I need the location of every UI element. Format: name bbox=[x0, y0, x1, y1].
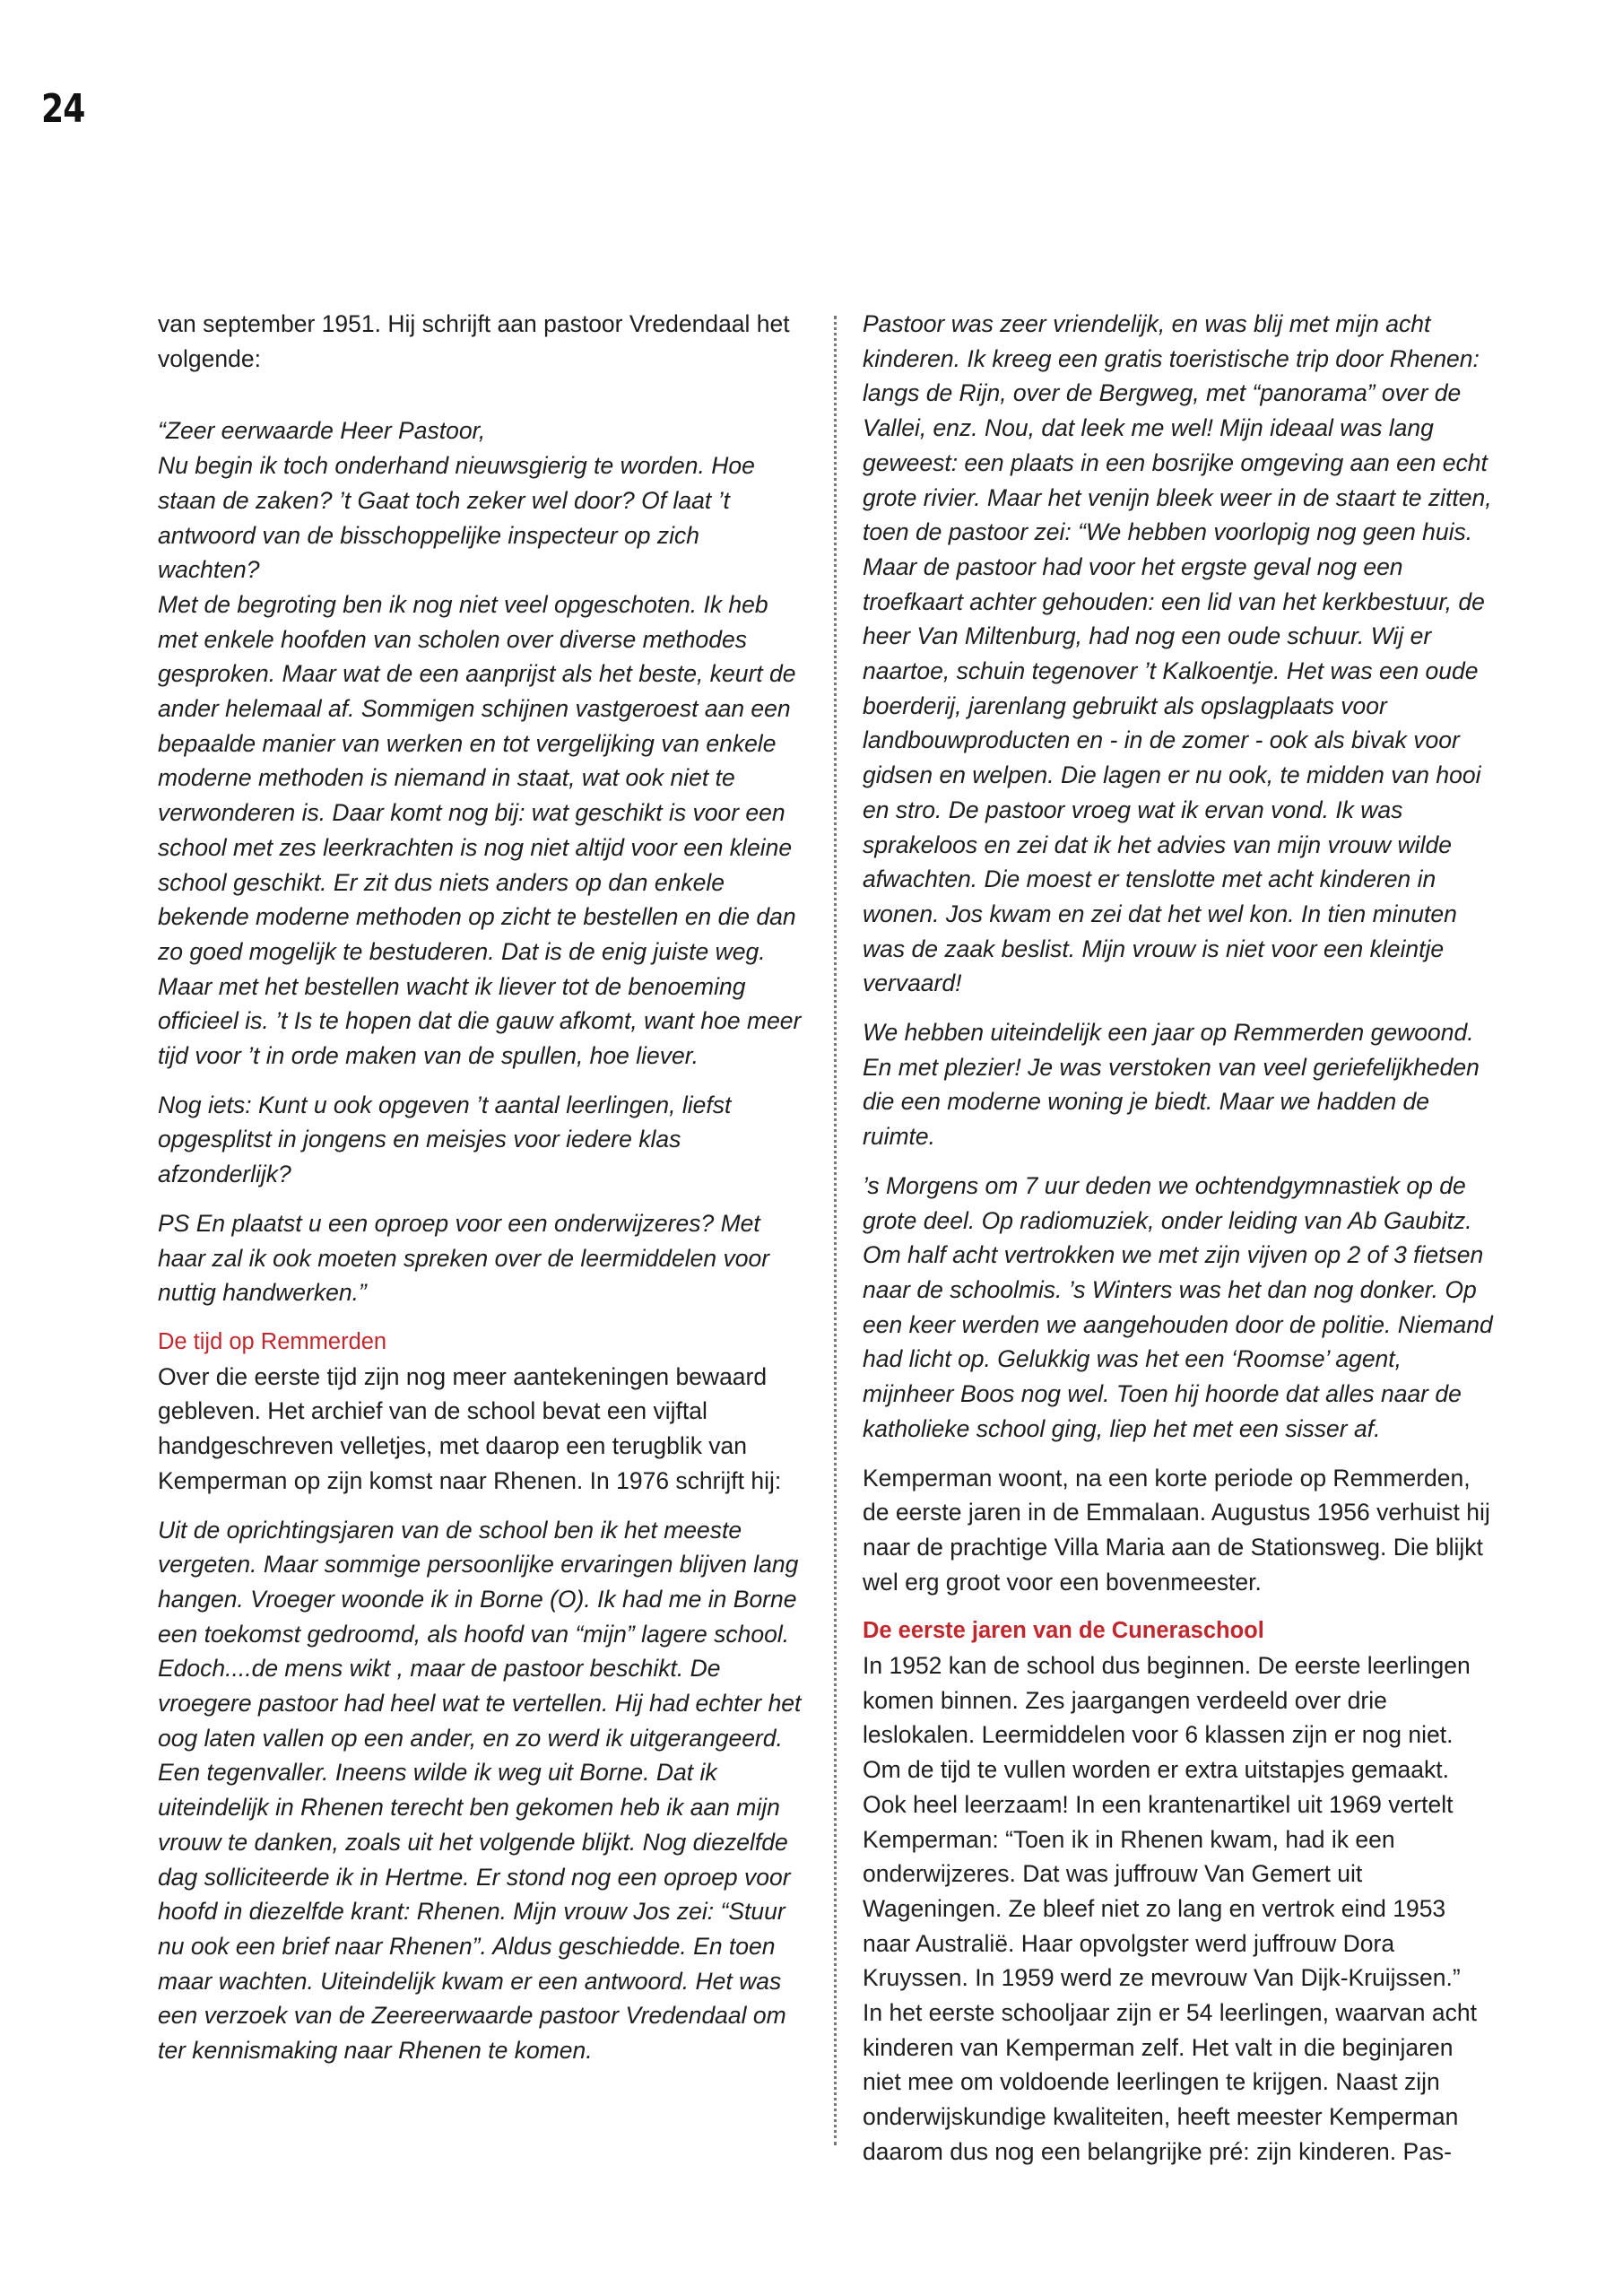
memoir-paragraph-1: Uit de oprichtingsjaren van de school ben ik het meeste vergeten. Maar sommige persoonlijke ervaringen blijven lang hangen. Vroeger woonde ik in Borne (O). Ik had me in Borne een toekomst gedroomd, als hoofd van “mijn” lagere school. Edoch....de mens wikt , maar de pastoor beschikt. De vroegere pastoor had heel wat te vertellen. Hij had echter het oog laten vallen op een ander, en zo werd ik uitgerangeerd. Een tegenvaller. Ineens wilde ik weg uit Borne. Dat ik uiteindelijk in Rhenen terecht ben gekomen heb ik aan mijn vrouw te danken, zoals uit het volgende blijkt. Nog diezelfde dag solliciteerde ik in Hertme. Er stond nog een oproep voor hoofd in diezelfde krant: Rhenen. Mijn vrouw Jos zei: “Stuur nu ook een brief naar Rhenen”. Aldus geschiedde. En toen maar wachten. Uiteindelijk kwam er een antwoord. Het was een verzoek van de Zeereerwaarde pastoor Vredendaal om ter kennismaking naar Rhenen te komen. bbox=[158, 1516, 802, 2065]
cunera-paragraph-1: In 1952 kan de school dus beginnen. De eerste leerlingen komen binnen. Zes jaargangen verdeeld over drie leslokalen. Leermiddelen voor 6 klassen zijn er nog niet. Om de tijd te vullen worden er extra uitstapjes gemaakt. Ook heel leerzaam! In een krantenartikel uit 1969 vertelt Kemperman: “Toen ik in Rhenen kwam, had ik een onderwijzeres. Dat was juffrouw Van Gemert uit Wageningen. Ze bleef niet zo lang en vertrok eind 1953 naar Australië. Haar opvolgster werd juffrouw Dora Kruyssen. In 1959 werd ze mevrouw Van Dijk-Kruijssen.” bbox=[863, 1652, 1471, 1992]
memoir-paragraph-2: Pastoor was zeer vriendelijk, en was blij met mijn acht kinderen. Ik kreeg een gratis toeristische trip door Rhenen: langs de Rijn, over de Bergweg, met “panorama” over de Vallei, enz. Nou, dat leek me wel! Mijn ideaal was lang geweest: een plaats in een bosrijke omgeving aan een echt grote rivier. Maar het venijn bleek weer in de staart te zitten, toen de pastoor zei: “We hebben voorlopig nog geen huis. Maar de pastoor had voor het ergste geval nog een troefkaart achter gehouden: een lid van het kerkbestuur, de heer Van Miltenburg, had nog een oude schuur. Wij er naartoe, schuin tegenover ’t Kalkoentje. Het was een oude boerderij, jarenlang gebruikt als opslagplaats voor landbouwproducten en - in de zomer - ook als bivak voor gidsen en welpen. Die lagen er nu ook, te midden van hooi en stro. De pastoor vroeg wat ik ervan vond. Ik was sprakeloos en zei dat ik het advies van mijn vrouw wilde afwachten. Die moest er tenslotte met acht kinderen in wonen. Jos kwam en zei dat het wel kon. In tien minuten was de zaak beslist. Mijn vrouw is niet voor een kleintje vervaard! bbox=[863, 310, 1492, 997]
memoir-paragraph-4: ’s Morgens om 7 uur deden we ochtendgymnastiek op de grote deel. Op radiomuziek, onder leiding van Ab Gaubitz. Om half acht vertrokken we met zijn vijven op 2 of 3 fietsen naar de schoolmis. ’s Winters was het dan nog donker. Op een keer werden we aangehouden door de politie. Niemand had licht op. Gelukkig was het een ‘Roomse’ agent, mijnheer Boos nog wel. Toen hij hoorde dat alles naar de katholieke school ging, liep het met een sisser af. bbox=[863, 1171, 1493, 1442]
letter-postscript: PS En plaatst u een oproep voor een onderwijzeres? Met haar zal ik ook moeten spreken over de leermiddelen voor nuttig handwerken.” bbox=[158, 1209, 770, 1307]
section-heading-cuneraschool: De eerste jaren van de Cuneraschool bbox=[863, 1618, 1264, 1644]
remmerden-paragraph: Over die eerste tijd zijn nog meer aantekeningen bewaard gebleven. Het archief van de school bevat een vijftal handgeschreven velletjes, met daarop een terugblik van Kemperman op zijn komst naar Rhenen. In 1976 schrijft hij: bbox=[158, 1362, 782, 1494]
cunera-paragraph-2: In het eerste schooljaar zijn er 54 leerlingen, waarvan acht kinderen van Kemperman zelf. Het valt in die beginjaren niet mee om voldoende leerlingen te krijgen. Naast zijn onderwijskundige kwaliteiten, heeft meester Kemperman daarom dus nog een belangrijke pré: zijn kinderen. Pas- bbox=[863, 1999, 1477, 2165]
column-divider bbox=[834, 316, 837, 2145]
left-column bbox=[158, 307, 805, 2083]
letter-greeting: “Zeer eerwaarde Heer Pastoor, bbox=[158, 417, 486, 445]
letter-paragraph-1: Nu begin ik toch onderhand nieuwsgierig te worden. Hoe staan de zaken? ’t Gaat toch zeker wel door? Of laat ’t antwoord van de bisschoppelijke inspecteur op zich wachten? bbox=[158, 452, 755, 584]
letter-paragraph-3: Nog iets: Kunt u ook opgeven ’t aantal leerlingen, liefst opgesplitst in jongens en meisjes voor iedere klas afzonderlijk? bbox=[158, 1091, 732, 1188]
emmalaan-paragraph: Kemperman woont, na een korte periode op Remmerden, de eerste jaren in de Emmalaan. Augustus 1956 verhuist hij naar de prachtige Villa Maria aan de Stationsweg. Die blijkt wel erg groot voor een bovenmeester. bbox=[863, 1464, 1490, 1596]
intro-paragraph: van september 1951. Hij schrijft aan pastoor Vredendaal het volgende: bbox=[158, 310, 790, 372]
right-column bbox=[863, 307, 1496, 2184]
letter-paragraph-2: Met de begroting ben ik nog niet veel opgeschoten. Ik heb met enkele hoofden van scholen over diverse methodes gesproken. Maar wat de een aanprijst als het beste, keurt de ander helemaal af. Sommigen schijnen vastgeroest aan een bepaalde manier van werken en tot vergelijking van enkele moderne methoden is niemand in staat, wat ook niet te verwonderen is. Daar komt nog bij: wat geschikt is voor een school met zes leerkrachten is nog niet altijd voor een kleine school geschikt. Er zit dus niets anders op dan enkele bekende moderne methoden op zicht te bestellen en die dan zo goed mogelijk te bestuderen. Dat is de enig juiste weg. Maar met het bestellen wacht ik liever tot de benoeming officieel is. ’t Is te hopen dat die gauw afkomt, want hoe meer tijd voor ’t in orde maken van de spullen, hoe liever. bbox=[158, 590, 802, 1070]
page-number: 24 bbox=[41, 86, 85, 132]
memoir-paragraph-3: We hebben uiteindelijk een jaar op Remmerden gewoond. En met plezier! Je was verstoken van veel geriefelijkheden die een moderne woning je biedt. Maar we hadden de ruimte. bbox=[863, 1019, 1480, 1151]
section-heading-remmerden: De tijd op Remmerden bbox=[158, 1328, 387, 1354]
